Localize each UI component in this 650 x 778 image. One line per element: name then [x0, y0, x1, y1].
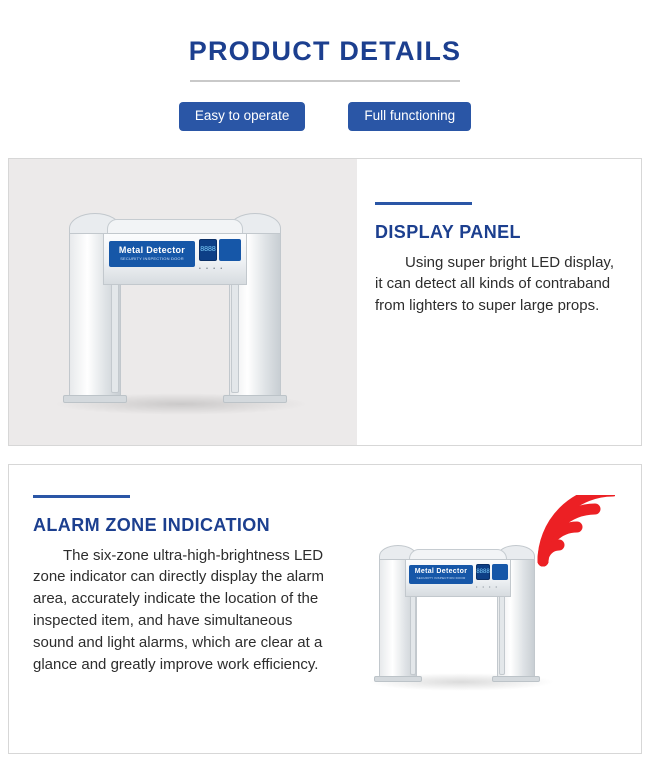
feature-pill-full-functioning[interactable]: Full functioning: [348, 102, 471, 131]
section-card-display-panel: [8, 158, 642, 446]
metal-detector-illustration: [47, 205, 315, 415]
brand-plate: [409, 565, 473, 584]
screen-value: 8888: [200, 246, 216, 253]
page-title: PRODUCT DETAILS: [188, 36, 462, 66]
section-body-alarm-zone: The six-zone ultra-high-brightness LED zone indicator can directly display the alarm area, accurately indicate the location of the inspected item, and have simultaneous sound and light alarms, which are clear at a glance and greatly improve work efficiency.: [33, 546, 324, 673]
brand-name: Metal Detector: [118, 245, 186, 255]
display-panel-text-column: [357, 159, 641, 445]
alarm-zone-text-column: [9, 465, 339, 753]
title-divider: [190, 80, 460, 82]
feature-pill-group: [0, 102, 650, 131]
control-indicator-dots: • • • •: [199, 265, 225, 272]
screen-value: 8888: [476, 568, 490, 575]
led-display-screen: [476, 564, 490, 580]
brand-plate: [109, 241, 195, 267]
section-card-alarm-zone: [8, 464, 642, 754]
section-heading-alarm-zone: ALARM ZONE INDICATION: [33, 514, 271, 535]
left-base: [63, 395, 127, 403]
brand-subtitle: SECURITY INSPECTION DOOR: [120, 256, 184, 261]
product-photo-alarm-zone: [339, 473, 633, 745]
section-heading-display-panel: DISPLAY PANEL: [375, 221, 521, 242]
metal-detector-illustration: [363, 539, 559, 689]
section-accent-rule: [33, 495, 130, 498]
brand-subtitle: SECURITY INSPECTION DOOR: [416, 576, 466, 580]
right-base: [492, 676, 540, 682]
brand-name: Metal Detector: [414, 568, 468, 575]
led-display-screen: [199, 239, 217, 261]
section-accent-rule: [375, 202, 472, 205]
right-base: [223, 395, 287, 403]
control-panel-plate: [219, 239, 241, 261]
section-body-display-panel: Using super bright LED display, it can detect all kinds of contraband from lighters to super large props.: [375, 253, 614, 315]
product-photo-display-panel: [9, 159, 357, 445]
control-indicator-dots: • • • •: [476, 583, 499, 589]
control-panel-plate: [492, 564, 508, 580]
page-header: [0, 0, 650, 131]
feature-pill-easy-to-operate[interactable]: Easy to operate: [179, 102, 306, 131]
left-base: [374, 676, 422, 682]
